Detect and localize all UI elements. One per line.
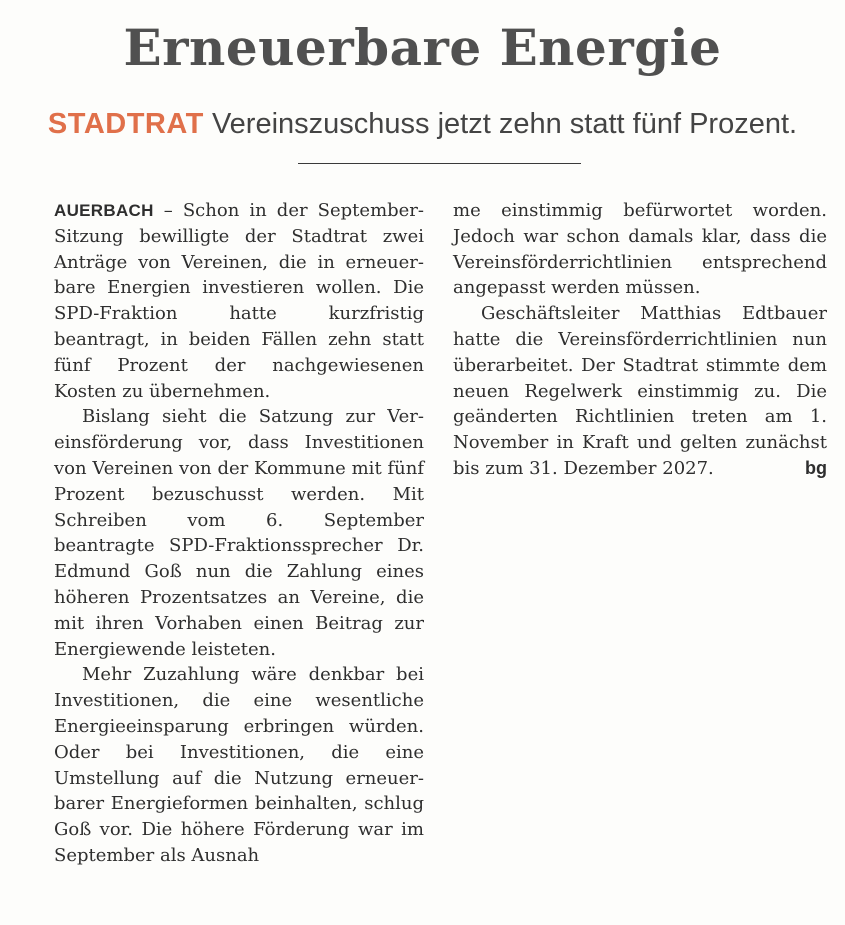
article-paragraph-2: Bislang sieht die Satzung zur Vereinsförderung vor, dass Investitionen von Vereinen von der Kommune mit fünf Prozent bezuschusst werden. Mit Schreiben vom 6. September beantragte SPD-Fraktionssprecher Dr. Edmund Goß nun die Zahlung eines höheren Prozentsatzes an Vereine, die mit ihren Vorhaben einen Beitrag zur Energiewende leisteten. [54,406,424,660]
article-column-right [453,198,827,482]
kicker-label: STADTRAT [47,108,204,140]
article-paragraph-3: Mehr Zuzahlung wäre denkbar bei Investitionen, die eine wesentliche Energieeinsparung erbringen würden. Oder bei Investitionen, die eine Umstellung auf die Nutzung erneuerbarer Energieformen beinhalten, schlug Goß vor. Die höhere Förderung war im September als Ausnah [54,664,424,866]
subheadline-text: Vereinszuschuss jetzt zehn statt fünf Prozent. [211,108,798,140]
subheadline [0,104,845,144]
author-initials: bg [805,457,827,478]
article-paragraph-4 [453,301,827,482]
article-paragraph-1 [54,198,424,404]
article-paragraph-3-continued: me einstimmig befürwortet worden. Jedoch war schon damals klar, dass die Vereinsförderrichtlinien entsprechend angepasst werden müssen. [453,200,827,299]
paragraph-4-text: Geschäftsleiter Matthias Edtbauer hatte die Vereinsförderrichtlinien nun überarbeitet. Der Stadtrat stimmte dem neuen Regelwerk einstimmig zu. Die geänderten Richtlinien treten am 1. November in Kraft und gelten zunächst bis zum 31. Dezember 2027. [453,303,827,479]
headline: Erneuerbare Energie [123,18,722,77]
paragraph-1-text: – Schon in der September-Sitzung bewilligte der Stadtrat zwei Anträge von Vereinen, die in erneuerbare Energien investieren wollen. Die SPD-Fraktion hatte kurzfristig beantragt, in beiden Fällen zehn statt fünf Prozent der nachgewiesenen Kosten zu übernehmen. [54,200,424,402]
article-column-left [54,198,424,869]
divider-rule [298,163,581,164]
dateline: AUERBACH [54,201,154,220]
